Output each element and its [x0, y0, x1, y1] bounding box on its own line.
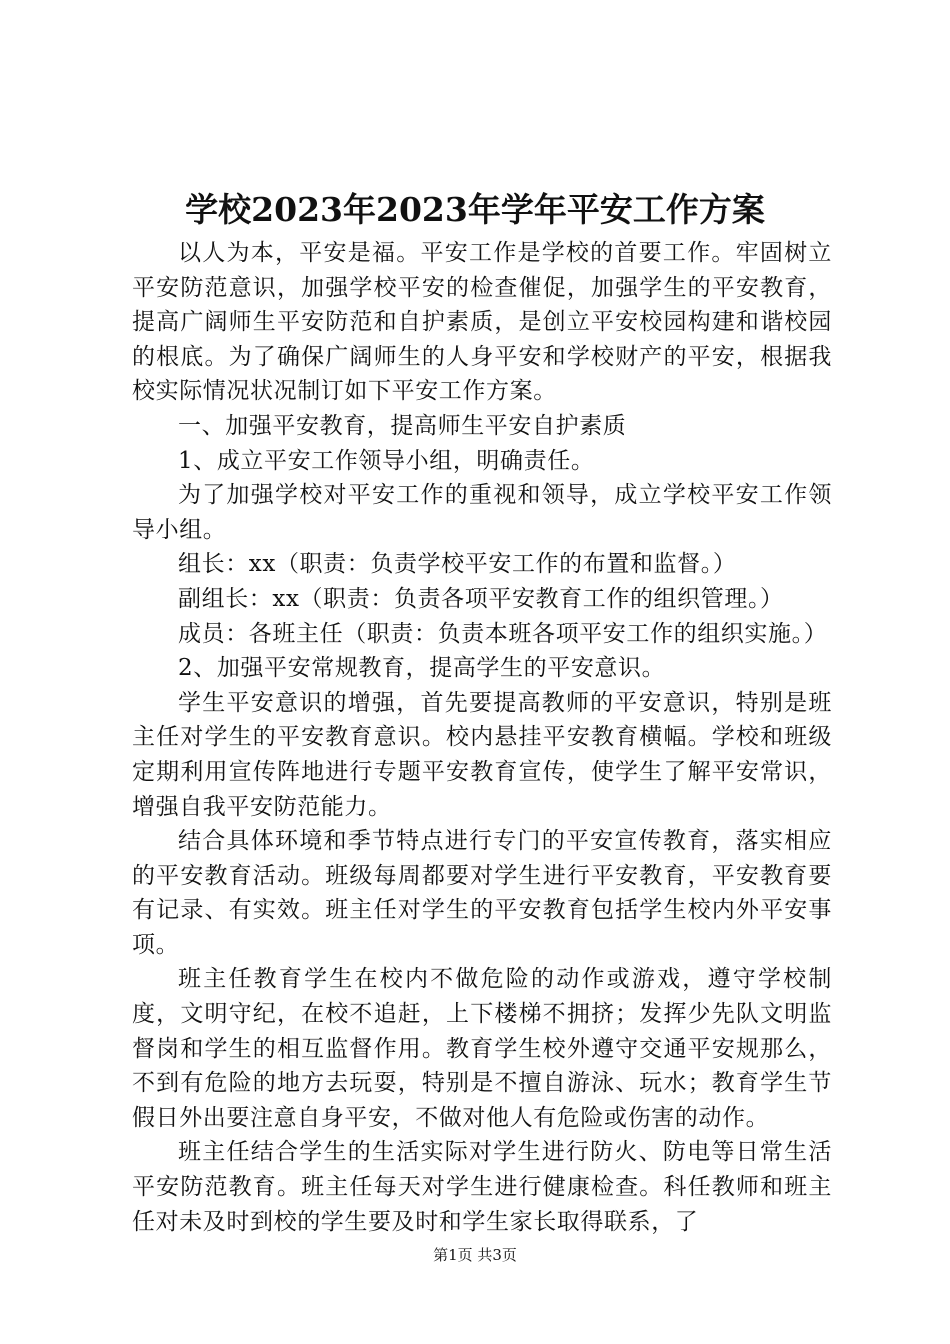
paragraph: 结合具体环境和季节特点进行专门的平安宣传教育，落实相应的平安教育活动。班级每周都要对学生进行平安教育，平安教育要有记录、有实效。班主任对学生的平安教育包括学生校内外平安事项。 — [132, 828, 832, 958]
paragraph-members: 成员：各班主任（职责：负责本班各项平安工作的组织实施。） — [178, 620, 828, 647]
document-body — [132, 236, 832, 1239]
section-heading-1: 一、加强平安教育，提高师生平安自护素质 — [178, 412, 627, 439]
paragraph-intro: 以人为本，平安是福。平安工作是学校的首要工作。牢固树立平安防范意识，加强学校平安的检查催促，加强学生的平安教育，提高广阔师生平安防范和自护素质，是创立平安校园构建和谐校园的根底。为了确保广阔师生的人身平安和学校财产的平安，根据我校实际情况状况制订如下平安工作方案。 — [132, 240, 832, 405]
subsection-heading-2: 2、加强平安常规教育，提高学生的平安意识。 — [178, 655, 666, 682]
paragraph: 为了加强学校对平安工作的重视和领导，成立学校平安工作领导小组。 — [132, 482, 832, 543]
document-title: 学校2023年2023年学年平安工作方案 — [185, 190, 765, 229]
page-number-footer: 第1页 共3页 — [433, 1246, 517, 1264]
paragraph: 班主任教育学生在校内不做危险的动作或游戏，遵守学校制度，文明守纪，在校不追赶，上下楼梯不拥挤；发挥少先队文明监督岗和学生的相互监督作用。教育学生校外遵守交通平安规那么，不到有危险的地方去玩耍，特别是不擅自游泳、玩水；教育学生节假日外出要注意自身平安，不做对他人有危险或伤害的动作。 — [132, 966, 832, 1131]
paragraph-leader: 组长：xx（职责：负责学校平安工作的布置和监督。） — [178, 551, 737, 578]
paragraph: 学生平安意识的增强，首先要提高教师的平安意识，特别是班主任对学生的平安教育意识。校内悬挂平安教育横幅。学校和班级定期利用宣传阵地进行专题平安教育宣传，使学生了解平安常识，增强自我平安防范能力。 — [132, 689, 832, 820]
subsection-heading-1: 1、成立平安工作领导小组，明确责任。 — [178, 447, 595, 474]
paragraph-deputy-leader: 副组长：xx（职责：负责各项平安教育工作的组织管理。） — [178, 585, 784, 612]
paragraph: 班主任结合学生的生活实际对学生进行防火、防电等日常生活平安防范教育。班主任每天对学生进行健康检查。科任教师和班主任对未及时到校的学生要及时和学生家长取得联系，了 — [132, 1139, 832, 1235]
